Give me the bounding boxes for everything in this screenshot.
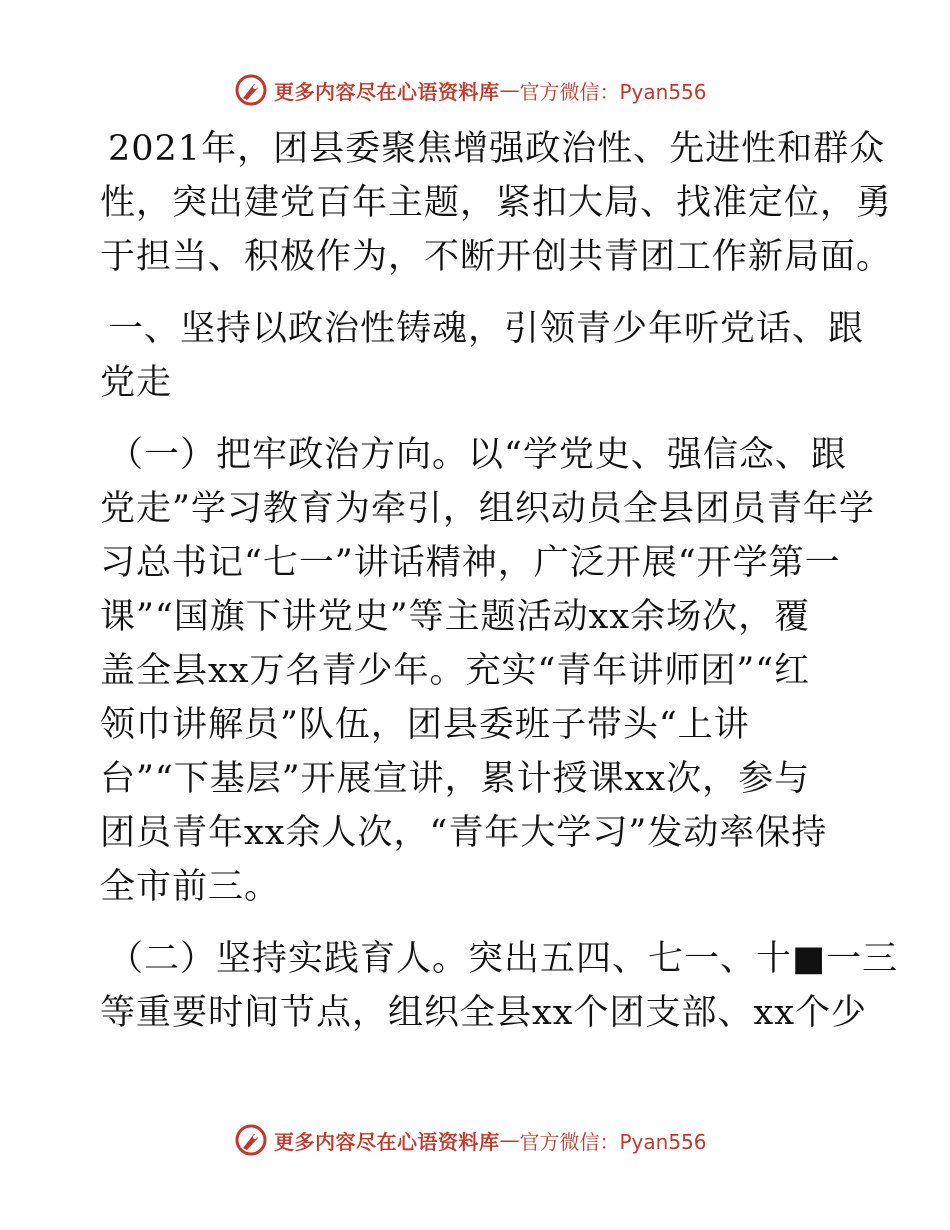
text-line: 台”“下基层”开展宣讲，累计授课xx次，参与 [100, 759, 811, 799]
watermark-contact: 官方微信：Pyan556 [519, 79, 707, 104]
text-line: 全市前三。 [100, 867, 281, 907]
text-line: 课”“国旗下讲党史”等主题活动xx余场次，覆 [100, 597, 811, 637]
text-line: （一）把牢政治方向。以“学党史、强信念、跟 [108, 435, 847, 475]
text-line: 于担当、积极作为，不断开创共青团工作新局面。 [100, 237, 893, 277]
text-line: 盖全县xx万名青少年。充实“青年讲师团”“红 [100, 651, 811, 691]
paragraph-intro [100, 122, 893, 284]
paragraph-political-direction [100, 428, 875, 914]
paragraph-practice-education [100, 932, 899, 1040]
watermark-text: 更多内容尽在心语资料库 [274, 79, 500, 104]
watermark-contact: 官方微信：Pyan556 [519, 1129, 707, 1154]
document-body [100, 122, 899, 1040]
section-heading-1 [100, 302, 865, 410]
watermark-separator: — [499, 1128, 520, 1152]
watermark-text: 更多内容尽在心语资料库 [274, 1129, 500, 1154]
pen-nib-circle-icon [234, 73, 268, 107]
text-line: 团员青年xx余人次，“青年大学习”发动率保持 [100, 813, 828, 853]
text-line: 领巾讲解员”队伍，团县委班子带头“上讲 [100, 705, 750, 745]
text-line: 等重要时间节点，组织全县xx个团支部、xx个少 [100, 993, 867, 1033]
heading-line: 党走 [100, 363, 173, 403]
pen-nib-circle-icon [234, 1123, 268, 1157]
text-line: 党走”学习教育为牵引，组织动员全县团员青年学 [100, 489, 875, 529]
footer-watermark [234, 1122, 707, 1158]
text-line: 习总书记“七一”讲话精神，广泛开展“开学第一 [100, 543, 841, 583]
heading-line: 一、坚持以政治性铸魂，引领青少年听党话、跟 [108, 309, 865, 349]
text-line: 2021年，团县委聚焦增强政治性、先进性和群众 [108, 129, 886, 169]
text-line: 性，突出建党百年主题，紧扣大局、找准定位，勇 [100, 183, 893, 223]
watermark-separator: — [499, 78, 520, 102]
text-line: （二）坚持实践育人。突出五四、七一、十■一三 [108, 939, 899, 979]
header-watermark [234, 72, 707, 108]
